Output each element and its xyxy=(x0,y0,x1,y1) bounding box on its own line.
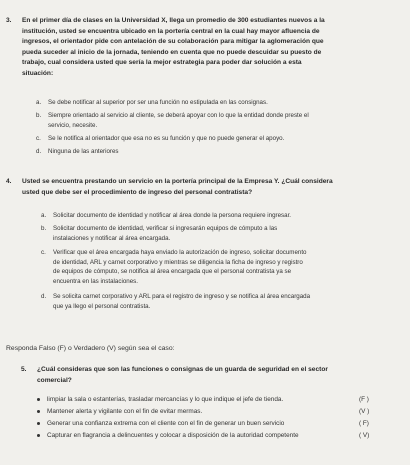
tf-answer: ( V) xyxy=(359,432,370,439)
tf-answer: (F ) xyxy=(359,396,369,403)
true-false-instructions: Responda Falso (F) o Verdadero (V) según sea el caso: xyxy=(6,345,175,352)
option-3a: a. Se debe notificar al superior por ser una función no estipulada en las consignas. xyxy=(36,99,268,106)
question-5 xyxy=(21,365,397,386)
question-text: ¿Cuál consideras que son las funciones o consignas de un guarda de seguridad en el sector comercial? xyxy=(37,366,328,384)
question-text: En el primer día de clases en la Universidad X, llega un promedio de 300 estudiantes nuevos a la institución, usted se encuentra ubicado en la portería central en la cual hay mayor afluencia de ingresos, el orientador pide con antelación de su colaboración para mitigar la aglomeración que pueda suceder al inicio de la jornada, teniendo en cuenta que no puede descuidar su puesto de trabajo, cual considera usted que sería la mejor estrategia para poder dar solución a esta situación: xyxy=(22,17,325,77)
option-4d: d. Se solicita carnet corporativo y ARL para el registro de ingreso y se notifica al área encargada que ya llego el personal contratista. xyxy=(41,293,311,310)
option-4c: c. Verificar que el área encargada haya enviado la autorización de ingreso, solicitar documento de identidad, ARL y carnet corporativo y mientras se diligencia la ficha de ingreso y registro de equipos de cómputo, se notifica al área encargada que el personal contratista ya se encuentra en las instalaciones. xyxy=(41,249,307,285)
question-number: 3. xyxy=(6,17,12,24)
tf-answer: ( F) xyxy=(359,420,369,427)
option-4b: b. Solicitar documento de identidad, verificar si ingresarán equipos de cómputo a las instalaciones y notificar al área encargada. xyxy=(41,225,278,242)
question-number: 4. xyxy=(6,178,12,185)
bullet-icon xyxy=(37,434,40,437)
bullet-icon xyxy=(37,422,40,425)
exam-page: 3. En el primer día de clases en la Universidad X, llega un promedio de 300 estudiantes nuevos a la institución, usted se encuentra ubicado en la portería central en la cual hay mayor afluencia de ingresos, el orientador pide con antelación de su colaboración para mitigar la aglomeración que pueda suceder al inicio de la jornada, teniendo en cuenta que no puede descuidar su puesto de trabajo, cual considera usted que sería la mejor estrategia para poder dar solución a esta situación: a. Se debe notificar al superior por ser una función no estipulada en las consignas. b. Siempre orientado al servicio al cliente, se deberá apoyar con lo que la entidad donde preste el servicio, necesite. c. Se le notifica al orientador que esa no es su función y que no puede generar el apoyo. d. Ninguna de las anteriores 4. Usted se encuentra prestando un servicio en la portería principal de la Empresa Y. ¿Cuál considera usted que debe ser el procedimiento de ingreso del personal contratista? a. Solicitar documento de identidad y notificar al área donde la persona requiere ingresar. b. Solicitar documento de identidad, verificar si ingresarán equipos de cómputo a las instalaciones y notificar al área encargada. c. Verificar que el área encargada haya enviado la autorización de ingreso, solicitar documento de identidad, ARL y carnet corporativo y mientras se diligencia la ficha de ingreso y registro de equipos de cómputo, se notifica al área encargada que el personal contratista ya se encuentra en las instalaciones. d. Se solicita carnet corporativo y ARL para el registro de ingreso y se notifica al área encargada que ya llego el personal contratista. Responda Falso (F) o Verdadero (V) según sea el caso: 5. ¿Cuál consideras que son las funciones o consignas de un guarda de seguridad en el sector comercial? limpiar la sala o estanterías, trasladar mercancías y lo que indique el jefe de tienda. (F ) Mantener alerta y vigilante con el fin de evitar mermas. (V ) Generar una confianza extrema con el cliente con el fin de generar un buen servicio ( F) Capturar en flagrancia a delincuentes y colocar a disposición de la autoridad competente ( V) xyxy=(0,0,410,465)
option-4a: a. Solicitar documento de identidad y notificar al área donde la persona requiere ingresar. xyxy=(41,212,292,219)
bullet-icon xyxy=(37,398,40,401)
question-text: Usted se encuentra prestando un servicio en la portería principal de la Empresa Y. ¿Cuál considera usted que debe ser el procedimiento de ingreso del personal contratista? xyxy=(22,178,333,196)
question-4 xyxy=(6,177,398,198)
question-number: 5. xyxy=(21,366,27,373)
option-3b: b. Siempre orientado al servicio al cliente, se deberá apoyar con lo que la entidad donde preste el servicio, necesite. xyxy=(36,112,309,129)
bullet-icon xyxy=(37,410,40,413)
tf-answer: (V ) xyxy=(359,408,370,415)
option-3c: c. Se le notifica al orientador que esa no es su función y que no puede generar el apoyo. xyxy=(36,135,285,142)
option-3d: d. Ninguna de las anteriores xyxy=(36,148,119,155)
question-3 xyxy=(6,16,398,80)
